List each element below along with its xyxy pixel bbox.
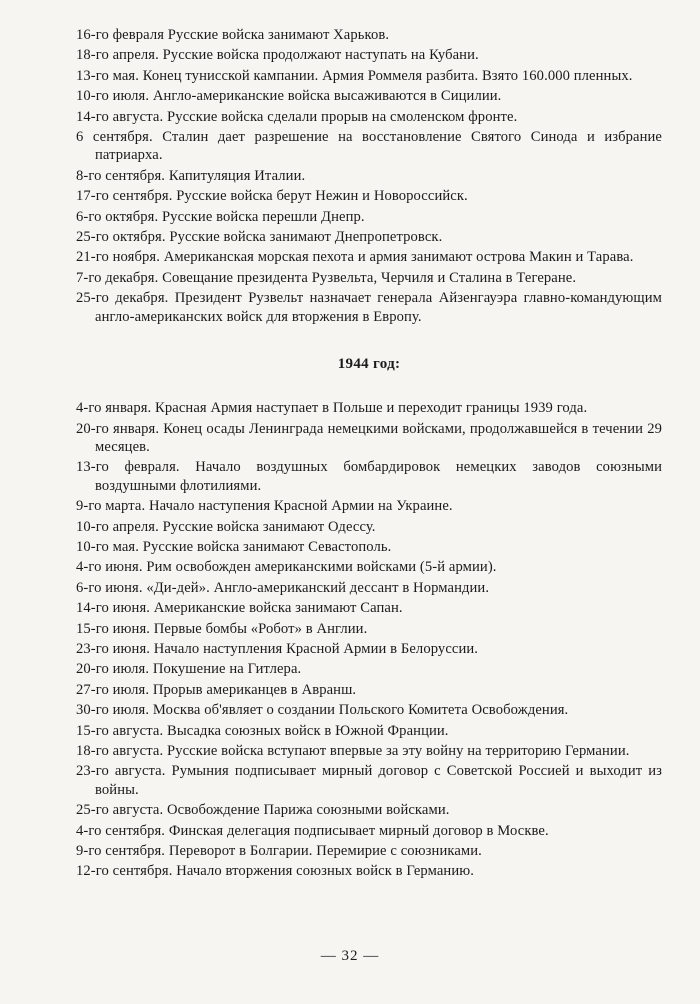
entry-date: 30-го июля. xyxy=(76,702,150,719)
entry-date: 23-го августа. xyxy=(76,763,166,780)
entry-text: Русские войска перешли Днепр. xyxy=(161,208,365,225)
entry-date: 20-го июля. xyxy=(76,661,150,678)
chronology-entry xyxy=(76,228,662,246)
entry-text: Начало наступения Красной Армии на Украине. xyxy=(148,498,453,515)
entry-date: 15-го августа. xyxy=(76,722,164,739)
chronology-entry xyxy=(76,26,662,44)
chronology-entry xyxy=(76,289,662,326)
entry-text: Конец тунисской кампании. Армия Роммеля разбита. Взято 160.000 пленных. xyxy=(142,67,633,84)
chronology-entry xyxy=(76,660,662,678)
entry-text: Конец осады Ленинграда немецкими войсками, продолжавшейся в течении 29 месяцев. xyxy=(95,420,662,455)
entry-text: Красная Армия наступает в Польше и переходит границы 1939 года. xyxy=(155,400,588,417)
chronology-entry xyxy=(76,620,662,638)
entry-text: Переворот в Болгарии. Перемирие с союзниками. xyxy=(168,843,482,860)
chronology-entry xyxy=(76,822,662,840)
chronology-entry xyxy=(76,248,662,266)
chronology-entry xyxy=(76,399,662,417)
entry-date: 13-го мая. xyxy=(76,67,139,84)
entry-date: 10-го апреля. xyxy=(76,518,159,535)
entry-date: 14-го августа. xyxy=(76,108,164,125)
entry-text: Американские войска занимают Сапан. xyxy=(153,600,403,617)
chronology-entry xyxy=(76,497,662,515)
entry-date: 25-го октября. xyxy=(76,229,166,246)
entry-text: Русские войска берут Нежин и Новороссийск. xyxy=(176,188,468,205)
entry-text: Первые бомбы «Робот» в Англии. xyxy=(153,620,368,637)
entry-text: Русские войска занимают Харьков. xyxy=(167,27,390,43)
chronology-entry xyxy=(76,640,662,658)
chronology-entry xyxy=(76,681,662,699)
entry-text: Русские войска сделали прорыв на смоленском фронте. xyxy=(166,108,518,125)
chronology-entry xyxy=(76,862,662,880)
entry-text: Русские войска занимают Днепропетровск. xyxy=(169,229,443,246)
chronology-entry xyxy=(76,722,662,740)
entry-text: Начало воздушных бомбардировок немецких заводов союзными воздушными флотилиями. xyxy=(95,459,663,494)
entry-text: Американская морская пехота и армия занимают острова Макин и Тарава. xyxy=(163,249,634,266)
chronology-entry xyxy=(76,842,662,860)
chronology-entry xyxy=(76,67,662,85)
entry-text: Начало вторжения союзных войск в Германию. xyxy=(176,863,474,880)
entry-text: Англо-американские войска высаживаются в Сицилии. xyxy=(152,88,502,105)
chronology-entry xyxy=(76,579,662,597)
entry-date: 14-го июня. xyxy=(76,600,151,617)
entry-text: Президент Рузвельт назначает генерала Айзенгауэра главно-командующим англо-американских войск для вторжения в Европу. xyxy=(95,290,663,325)
entry-date: 17-го сентября. xyxy=(76,188,173,205)
chronology-entry xyxy=(76,128,662,165)
entry-text: Русские войска занимают Севастополь. xyxy=(142,538,392,555)
entry-text: Русские войска продолжают наступать на Кубани. xyxy=(162,47,479,64)
chronology-entry xyxy=(76,599,662,617)
entry-date: 27-го июля. xyxy=(76,681,150,698)
entry-text: Прорыв американцев в Авранш. xyxy=(152,681,357,698)
entry-date: 20-го января. xyxy=(76,420,160,437)
chronology-entry xyxy=(76,762,662,799)
entry-text: Высадка союзных войск в Южной Франции. xyxy=(166,722,449,739)
document-page xyxy=(76,26,662,883)
entry-date: 13-го февраля. xyxy=(76,459,180,476)
chronology-entry xyxy=(76,46,662,64)
entry-date: 6-го октября. xyxy=(76,208,159,225)
chronology-entry xyxy=(76,538,662,556)
entry-text: Начало наступления Красной Армии в Белоруссии. xyxy=(153,640,479,657)
entry-text: Капитуляция Италии. xyxy=(168,167,306,184)
entry-text: Финская делегация подписывает мирный договор в Москве. xyxy=(168,822,549,839)
entry-date: 8-го сентября. xyxy=(76,167,166,184)
entry-date: 25-го августа. xyxy=(76,802,164,819)
chronology-entry xyxy=(76,701,662,719)
entry-text: Сталин дает разрешение на восстановление Святого Синода и избрание патриарха. xyxy=(95,129,662,164)
entry-date: 9-го марта. xyxy=(76,498,146,515)
chronology-1943 xyxy=(76,26,662,326)
entry-date: 7-го декабря. xyxy=(76,269,159,286)
entry-date: 23-го июня. xyxy=(76,640,151,657)
entry-date: 4-го сентября. xyxy=(76,822,166,839)
chronology-entry xyxy=(76,87,662,105)
entry-text: Покушение на Гитлера. xyxy=(152,661,302,678)
entry-date: 18-го августа. xyxy=(76,743,164,759)
entry-date: 21-го ноября. xyxy=(76,249,160,266)
entry-date: 15-го июня. xyxy=(76,620,151,637)
chronology-entry xyxy=(76,208,662,226)
entry-date: 4-го января. xyxy=(76,400,152,417)
entry-date: 25-го декабря. xyxy=(76,290,169,307)
entry-date: 6 сентября. xyxy=(76,129,153,146)
entry-text: «Ди-дей». Англо-американский дессант в Нормандии. xyxy=(146,579,490,596)
entry-text: Румыния подписывает мирный договор с Советской Россией и выходит из войны. xyxy=(95,763,663,798)
entry-text: Москва об'являет о создании Польского Комитета Освобождения. xyxy=(152,702,569,719)
entry-date: 10-го июля. xyxy=(76,88,150,105)
entry-date: 9-го сентября. xyxy=(76,843,166,860)
chronology-entry xyxy=(76,420,662,457)
entry-date: 10-го мая. xyxy=(76,538,139,555)
chronology-entry xyxy=(76,269,662,287)
chronology-1944 xyxy=(76,399,662,881)
year-heading: 1944 год: xyxy=(337,356,401,373)
chronology-entry xyxy=(76,187,662,205)
chronology-entry xyxy=(76,742,662,760)
page-number: — 32 — xyxy=(320,948,380,964)
chronology-entry xyxy=(76,108,662,126)
entry-text: Русские войска занимают Одессу. xyxy=(162,518,376,535)
chronology-entry xyxy=(76,458,662,495)
chronology-entry xyxy=(76,518,662,536)
entry-date: 12-го сентября. xyxy=(76,863,173,880)
entry-date: 6-го июня. xyxy=(76,579,143,596)
chronology-entry xyxy=(76,167,662,185)
entry-text: Совещание президента Рузвельта, Черчиля и Сталина в Тегеране. xyxy=(162,269,577,286)
entry-text: Освобождение Парижа союзными войсками. xyxy=(166,802,450,819)
chronology-entry xyxy=(76,801,662,819)
entry-text: Рим освобожден американскими войсками (5-й армии). xyxy=(146,559,497,576)
entry-date: 4-го июня. xyxy=(76,559,143,576)
entry-date: 18-го апреля. xyxy=(76,47,159,64)
entry-text: Русские войска вступают впервые за эту войну на территорию Германии. xyxy=(166,743,630,759)
chronology-entry xyxy=(76,558,662,576)
entry-date: 16-го февраля xyxy=(76,27,165,43)
